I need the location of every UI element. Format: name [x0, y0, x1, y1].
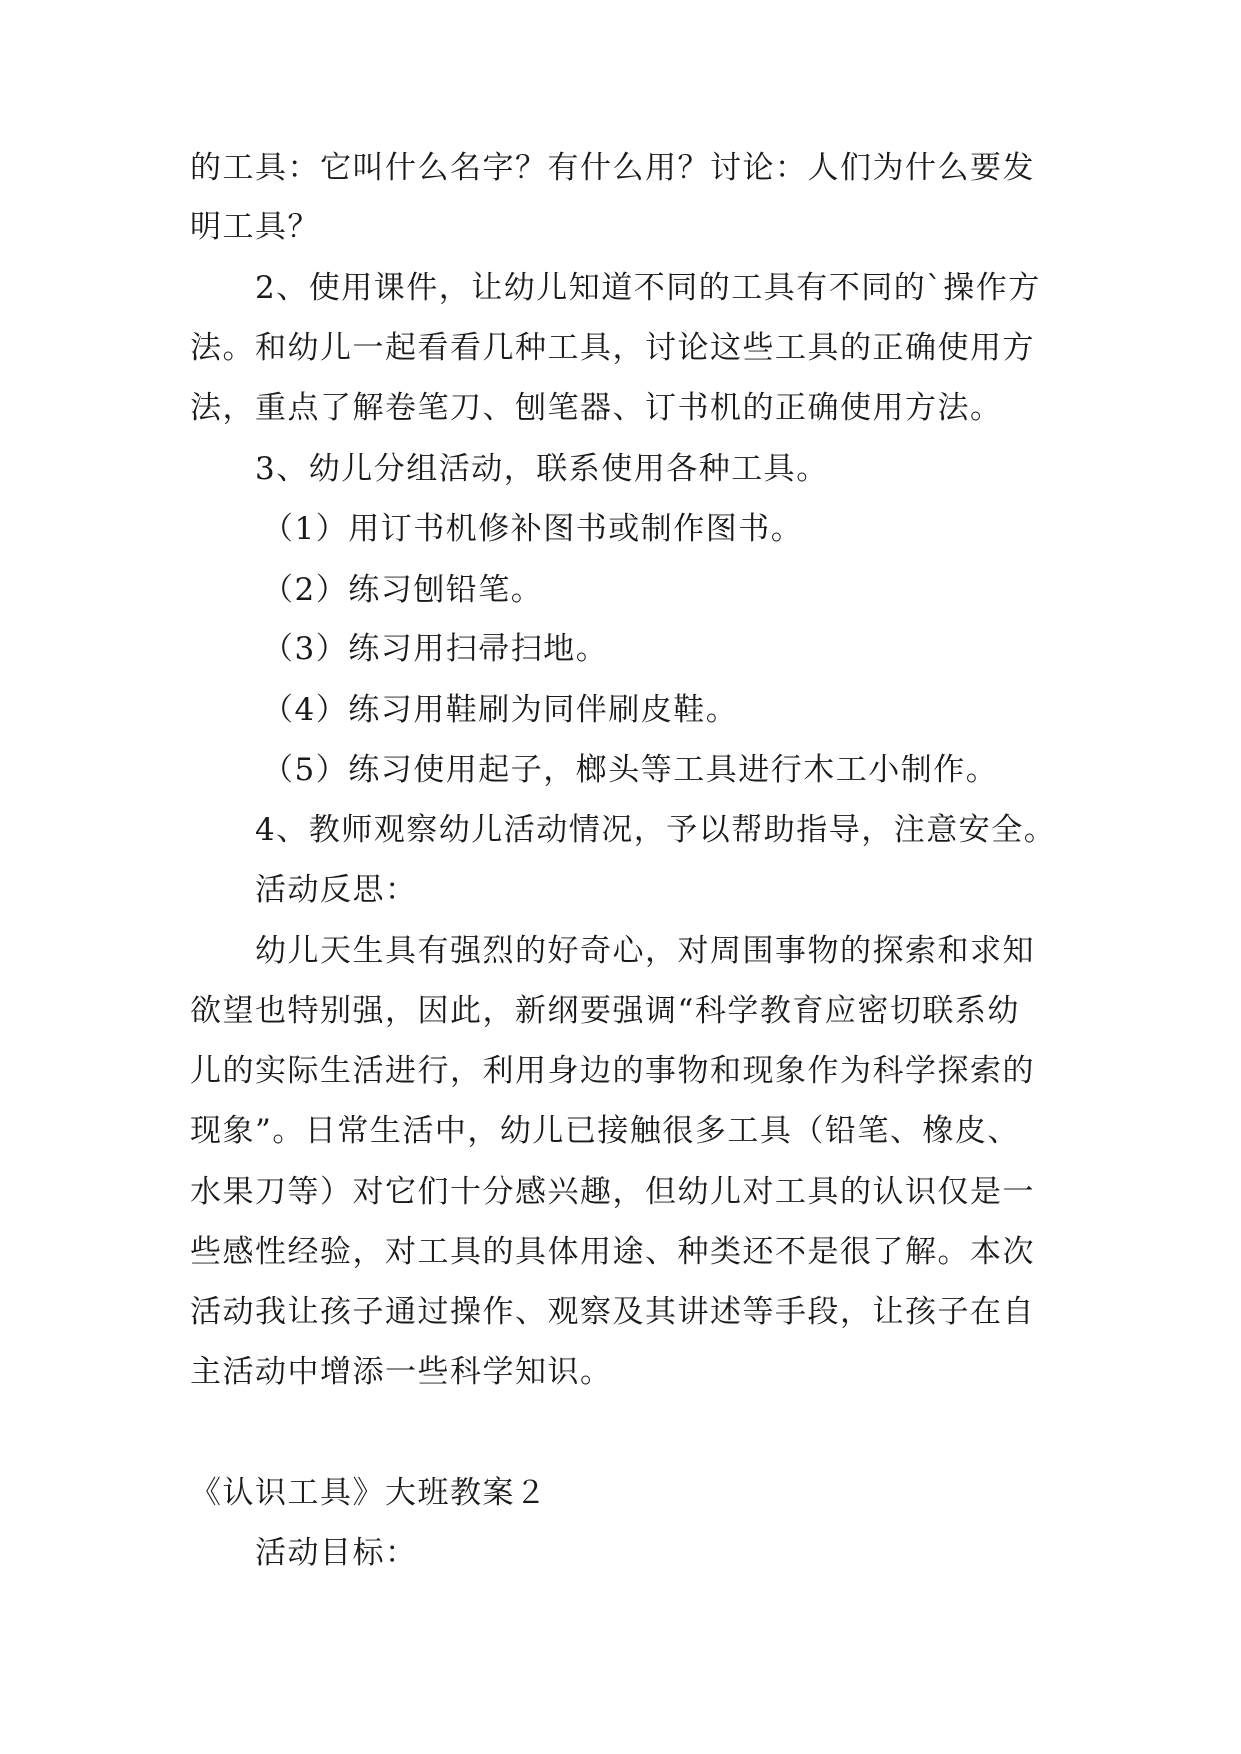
list-item: （1）用订书机修补图书或制作图书。 [262, 511, 804, 547]
body-line: 4、教师观察幼儿活动情况，予以帮助指导，注意安全。 [255, 812, 1057, 848]
body-line: 2、使用课件，让幼儿知道不同的工具有不同的`操作方 [255, 270, 1041, 306]
body-line: 些感性经验，对工具的具体用途、种类还不是很了解。本次 [190, 1234, 1035, 1270]
body-line: 儿的实际生活进行，利用身边的事物和现象作为科学探索的 [190, 1053, 1035, 1089]
body-line: 幼儿天生具有强烈的好奇心，对周围事物的探索和求知 [255, 933, 1035, 969]
body-line: 法，重点了解卷笔刀、刨笔器、订书机的正确使用方法。 [190, 390, 1003, 426]
body-line: 法。和幼儿一起看看几种工具，讨论这些工具的正确使用方 [190, 330, 1035, 366]
body-line: 活动我让孩子通过操作、观察及其讲述等手段，让孩子在自 [190, 1294, 1035, 1330]
list-item: （2）练习刨铅笔。 [262, 572, 544, 608]
body-line: 3、幼儿分组活动，联系使用各种工具。 [255, 451, 829, 487]
section-heading: 活动反思： [255, 872, 418, 908]
list-item: （3）练习用扫帚扫地。 [262, 631, 609, 667]
list-item: （5）练习使用起子，榔头等工具进行木工小制作。 [262, 752, 999, 788]
body-line: 现象”。日常生活中，幼儿已接触很多工具（铅笔、橡皮、 [190, 1113, 1020, 1149]
body-line: 明工具？ [190, 209, 320, 245]
body-line: 欲望也特别强，因此，新纲要强调“科学教育应密切联系幼 [190, 993, 1020, 1029]
list-item: （4）练习用鞋刷为同伴刷皮鞋。 [262, 692, 739, 728]
section-heading: 活动目标： [255, 1535, 418, 1571]
body-line: 的工具：它叫什么名字？有什么用？讨论：人们为什么要发 [190, 150, 1035, 186]
body-line: 水果刀等）对它们十分感兴趣，但幼儿对工具的认识仅是一 [190, 1174, 1035, 1210]
document-title: 《认识工具》大班教案２ [190, 1475, 548, 1511]
body-line: 主活动中增添一些科学知识。 [190, 1354, 613, 1390]
